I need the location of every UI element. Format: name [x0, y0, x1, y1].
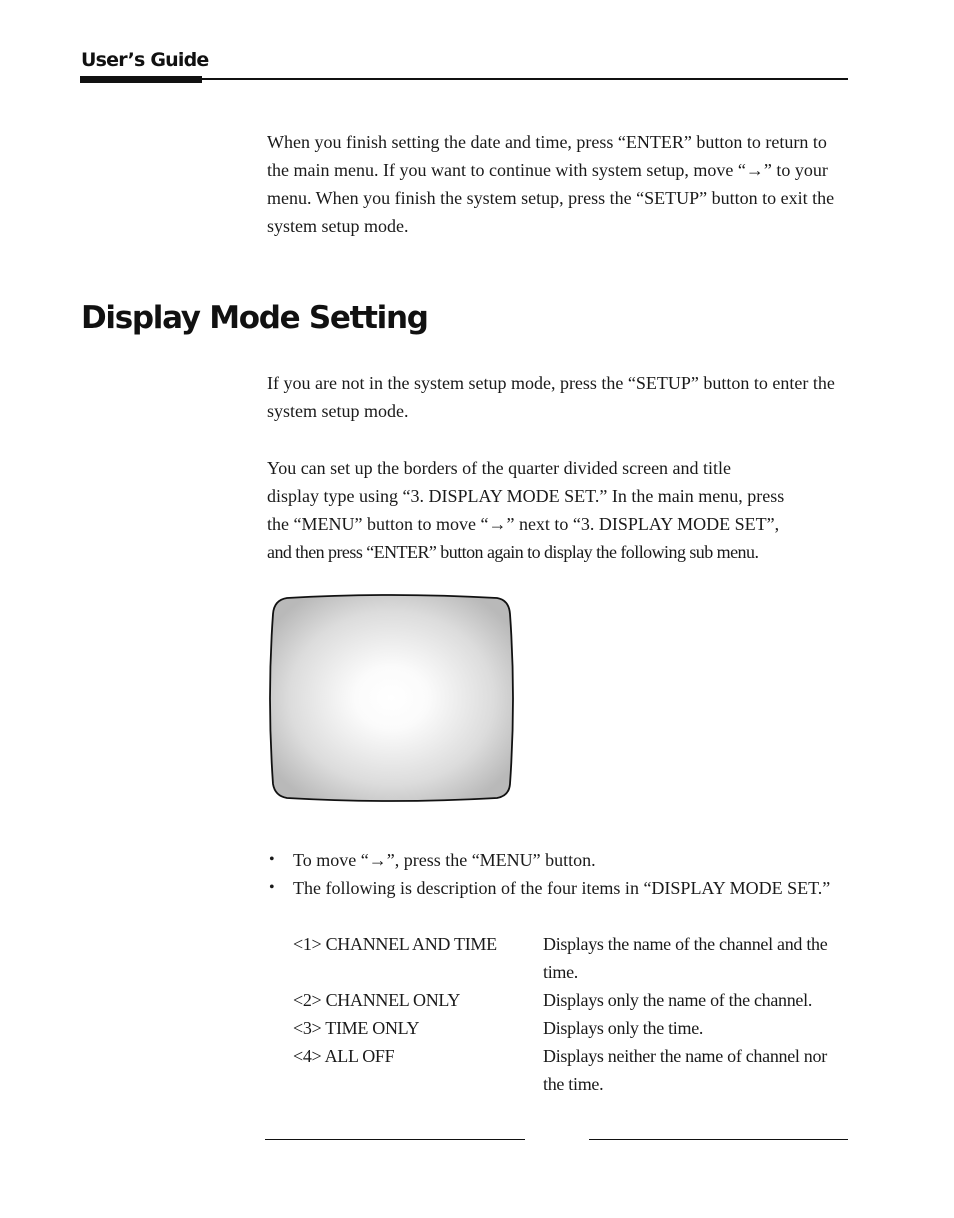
- item-description: Displays neither the name of channel nor the time.: [543, 1046, 827, 1094]
- bullet-item: [267, 846, 847, 874]
- section-title: Display Mode Setting: [81, 300, 428, 336]
- bullet-list: [267, 846, 847, 902]
- intro-paragraph: When you finish setting the date and time, press “ENTER” button to return to the main menu. If you want to continue with system setup, move “→” to your menu. When you finish the system setup, press the “SETUP” button to exit the system setup mode.: [267, 132, 835, 236]
- paragraph-line: You can set up the borders of the quarter divided screen and title: [267, 458, 732, 478]
- display-mode-items: [293, 930, 853, 1098]
- footer-rule-left: [265, 1139, 525, 1140]
- paragraph-line: and then press “ENTER” button again to display the following sub menu.: [267, 542, 759, 562]
- paragraph-line: the “MENU” button to move “→” next to “3. DISPLAY MODE SET”,: [267, 514, 780, 534]
- running-header: User’s Guide: [81, 49, 209, 71]
- item-description: Displays only the time.: [543, 1018, 704, 1038]
- header-rule-thin: [80, 78, 848, 80]
- bullet-text: To move “→”, press the “MENU” button.: [293, 850, 596, 870]
- item-label: <2> CHANNEL ONLY: [293, 990, 461, 1010]
- item-description: Displays only the name of the channel.: [543, 990, 813, 1010]
- paragraph-line: display type using “3. DISPLAY MODE SET.” In the main menu, press: [267, 486, 785, 506]
- bullet-dot-icon: •: [269, 851, 275, 868]
- display-mode-paragraph: [267, 454, 847, 566]
- item-row: [293, 1042, 853, 1098]
- monitor-screen-illustration: [267, 592, 516, 804]
- bullet-dot-icon: •: [269, 879, 275, 896]
- item-row: [293, 986, 853, 1014]
- item-label: <4> ALL OFF: [293, 1046, 395, 1066]
- item-description: Displays the name of the channel and the time.: [543, 934, 828, 982]
- bullet-text: The following is description of the four items in “DISPLAY MODE SET.”: [293, 878, 831, 898]
- item-label: <3> TIME ONLY: [293, 1018, 420, 1038]
- item-label: <1> CHANNEL AND TIME: [293, 934, 497, 954]
- item-row: [293, 1014, 853, 1042]
- item-row: [293, 930, 853, 986]
- setup-instruction-paragraph: If you are not in the system setup mode, press the “SETUP” button to enter the system setup mode.: [267, 373, 835, 421]
- bullet-item: [267, 874, 847, 902]
- footer-rule-right: [589, 1139, 848, 1140]
